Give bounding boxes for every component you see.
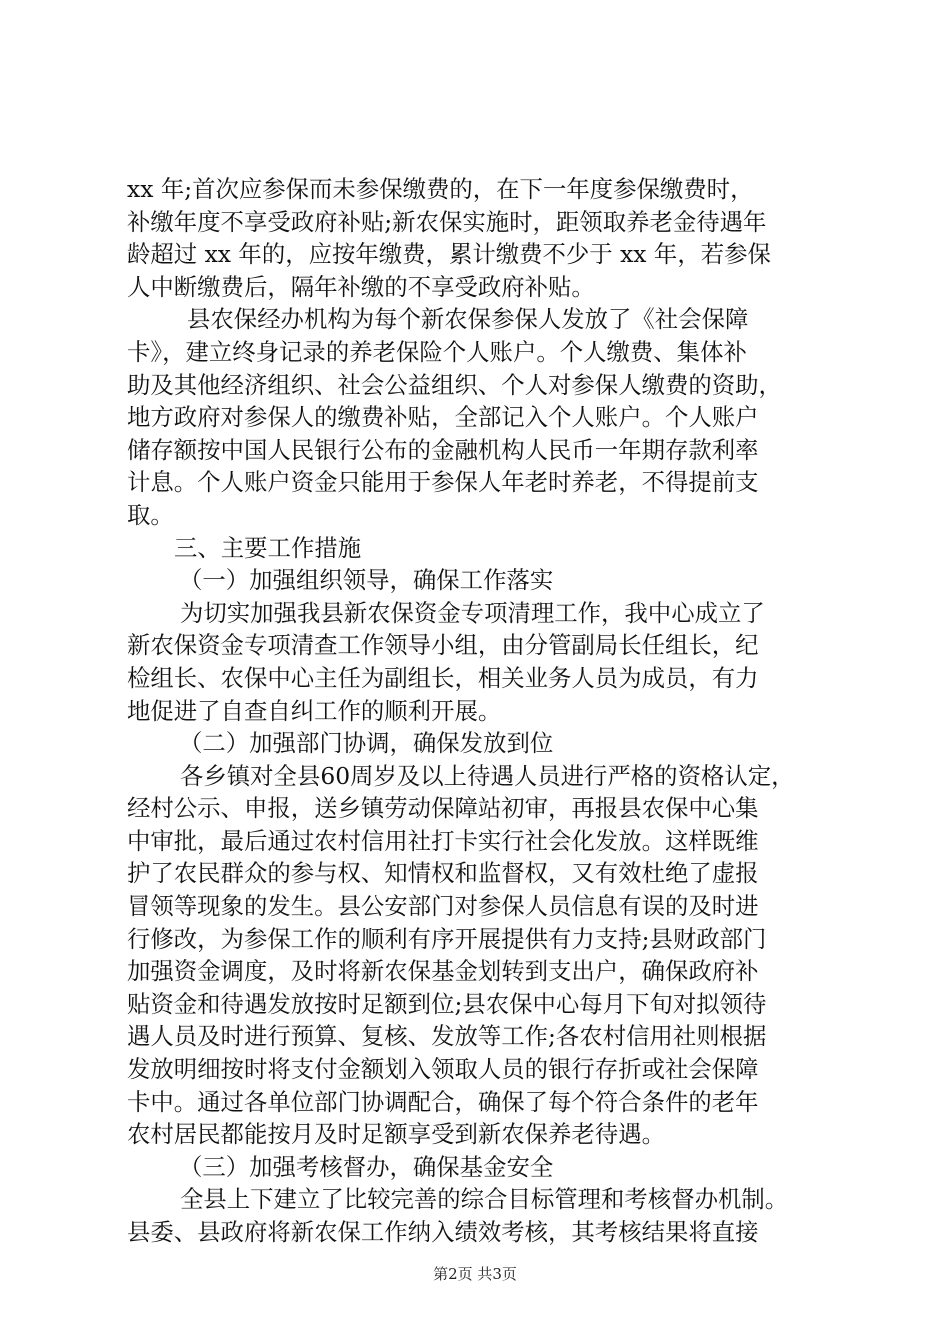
text-line: 贴资金和待遇发放按时足额到位;县农保中心每月下旬对拟领待 (127, 989, 767, 1018)
text-line: 人中断缴费后，隔年补缴的不享受政府补贴。 (127, 272, 595, 301)
text-line: 护了农民群众的参与权、知情权和监督权，又有效杜绝了虚报 (127, 859, 759, 888)
text-line: 发放明细按时将支付金额划入领取人员的银行存折或社会保障 (127, 1055, 759, 1084)
text-line: 遇人员及时进行预算、复核、发放等工作;各农村信用社则根据 (127, 1022, 767, 1051)
text-line: 助及其他经济组织、社会公益组织、个人对参保人缴费的资助， (127, 370, 782, 399)
text-line: 卡》，建立终身记录的养老保险个人账户。个人缴费、集体补 (127, 337, 747, 366)
text-line: 冒领等现象的发生。县公安部门对参保人员信息有误的及时进 (127, 892, 759, 921)
section-heading: 三、主要工作措施 (174, 533, 362, 562)
text-line: xx 年;首次应参保而未参保缴费的，在下一年度参保缴费时， (127, 175, 754, 203)
document-body (127, 173, 832, 1249)
text-line: 中审批，最后通过农村信用社打卡实行社会化发放。这样既维 (127, 826, 759, 855)
text-line: 地方政府对参保人的缴费补贴，全部记入个人账户。个人账户 (127, 403, 759, 432)
text-line: 加强资金调度，及时将新农保基金划转到支出户，确保政府补 (127, 957, 759, 986)
text-line: 龄超过 xx 年的，应按年缴费，累计缴费不少于 xx 年，若参保 (127, 240, 771, 269)
text-line: 卡中。通过各单位部门协调配合，确保了每个符合条件的老年 (127, 1087, 759, 1116)
subsection-heading: （三）加强考核督办，确保基金安全 (179, 1152, 554, 1181)
text-line: 农村居民都能按月及时足额享受到新农保养老待遇。 (127, 1120, 665, 1149)
text-line: 地促进了自查自纠工作的顺利开展。 (127, 696, 502, 725)
paragraph-start-line: 县农保经办机构为每个新农保参保人发放了《社会保障 (187, 305, 749, 334)
text-line: 储存额按中国人民银行公布的金融机构人民币一年期存款利率 (127, 435, 759, 464)
text-line: 县委、县政府将新农保工作纳入绩效考核，其考核结果将直接 (127, 1218, 759, 1246)
text-line: 新农保资金专项清查工作领导小组，由分管副局长任组长，纪 (127, 631, 759, 660)
subsection-heading: （二）加强部门协调，确保发放到位 (179, 729, 554, 758)
text-line: 计息。个人账户资金只能用于参保人年老时养老，不得提前支 (127, 468, 759, 497)
paragraph-start-line: 各乡镇对全县60周岁及以上待遇人员进行严格的资格认定， (180, 761, 795, 790)
paragraph-start-line: 全县上下建立了比较完善的综合目标管理和考核督办机制。 (180, 1185, 789, 1214)
text-line: 经村公示、申报，送乡镇劳动保障站初审，再报县农保中心集 (127, 794, 759, 823)
text-line: 取。 (127, 500, 174, 529)
subsection-heading: （一）加强组织领导，确保工作落实 (179, 566, 554, 595)
text-line: 补缴年度不享受政府补贴;新农保实施时，距领取养老金待遇年 (127, 207, 767, 236)
text-line: 行修改，为参保工作的顺利有序开展提供有力支持;县财政部门 (127, 924, 767, 953)
paragraph-start-line: 为切实加强我县新农保资金专项清理工作，我中心成立了 (180, 598, 765, 627)
text-line: 检组长、农保中心主任为副组长，相关业务人员为成员，有力 (127, 663, 759, 692)
page-footer: 第2页 共3页 (433, 1265, 517, 1283)
